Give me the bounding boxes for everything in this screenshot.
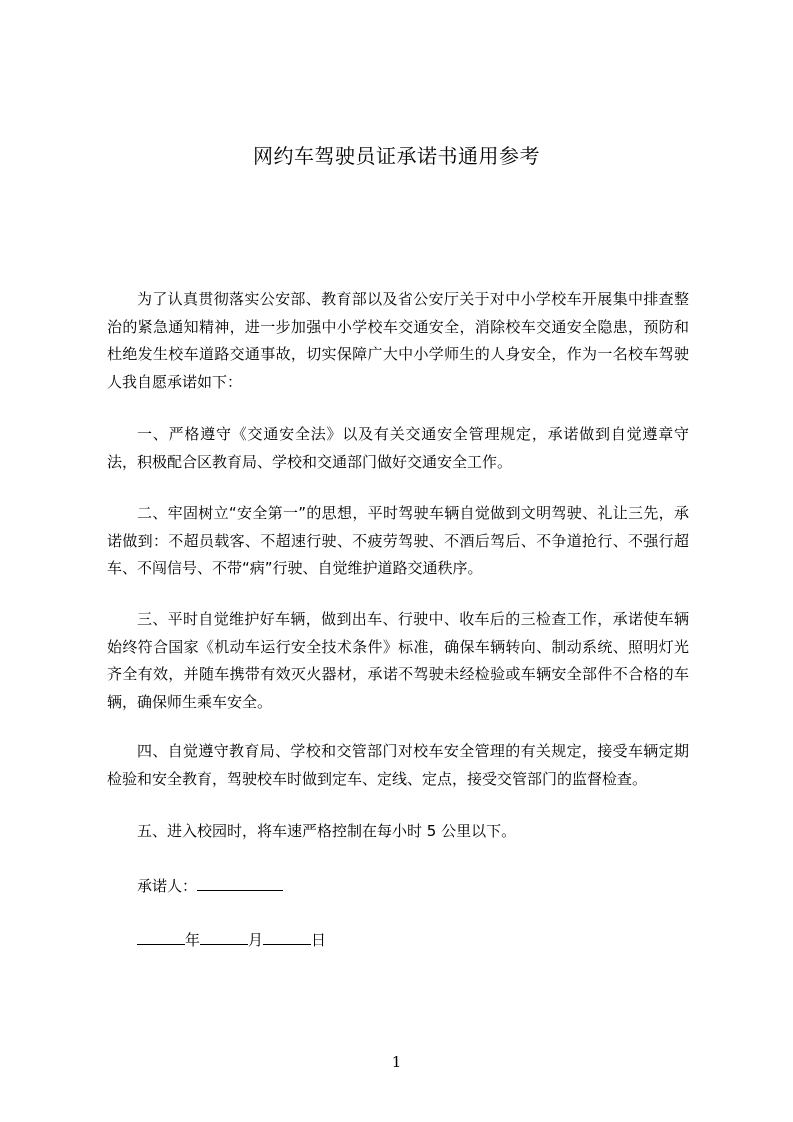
year-blank [137, 926, 185, 945]
commitment-paragraph-1: 一、严格遵守《交通安全法》以及有关交通安全管理规定，承诺做到自觉遵章守法，积极配合区教育局、学校和交通部门做好交通安全工作。 [107, 425, 689, 471]
commitment-paragraph-2: 二、牢固树立“安全第一”的思想，平时驾驶车辆自觉做到文明驾驶、礼让三先，承诺做到：不超员载客、不超速行驶、不疲劳驾驶、不酒后驾后、不争道抢行、不强行超车、不闯信号、不带“病”行驶、自觉维护道路交通秩序。 [107, 504, 689, 577]
commitment-paragraph-4: 四、自觉遵守教育局、学校和交管部门对校车安全管理的有关规定，接受车辆定期检验和安全教育，驾驶校车时做到定车、定线、定点，接受交管部门的监督检查。 [107, 742, 689, 788]
day-label: 日 [311, 931, 327, 949]
document-title: 网约车驾驶员证承诺书通用参考 [253, 144, 540, 168]
page-number: 1 [391, 1053, 402, 1071]
month-blank [200, 926, 248, 945]
signer-line [137, 872, 283, 901]
month-label: 月 [248, 931, 264, 949]
commitment-paragraph-5: 五、进入校园时，将车速严格控制在每小时 5 公里以下。 [137, 822, 517, 840]
date-line [137, 926, 326, 955]
intro-paragraph: 为了认真贯彻落实公安部、教育部以及省公安厅关于对中小学校车开展集中排查整治的紧急通知精神，进一步加强中小学校车交通安全，消除校车交通安全隐患，预防和杜绝发生校车道路交通事故，切实保障广大中小学师生的人身安全，作为一名校车驾驶人我自愿承诺如下： [107, 290, 689, 391]
signer-label: 承诺人： [137, 877, 198, 895]
year-label: 年 [185, 931, 201, 949]
commitment-paragraph-3: 三、平时自觉维护好车辆，做到出车、行驶中、收车后的三检查工作，承诺使车辆始终符合国家《机动车运行安全技术条件》标准，确保车辆转向、制动系统、照明灯光齐全有效，并随车携带有效灭火器材，承诺不驾驶未经检验或车辆安全部件不合格的车辆，确保师生乘车安全。 [107, 610, 689, 711]
day-blank [263, 926, 311, 945]
signer-blank [197, 872, 283, 891]
